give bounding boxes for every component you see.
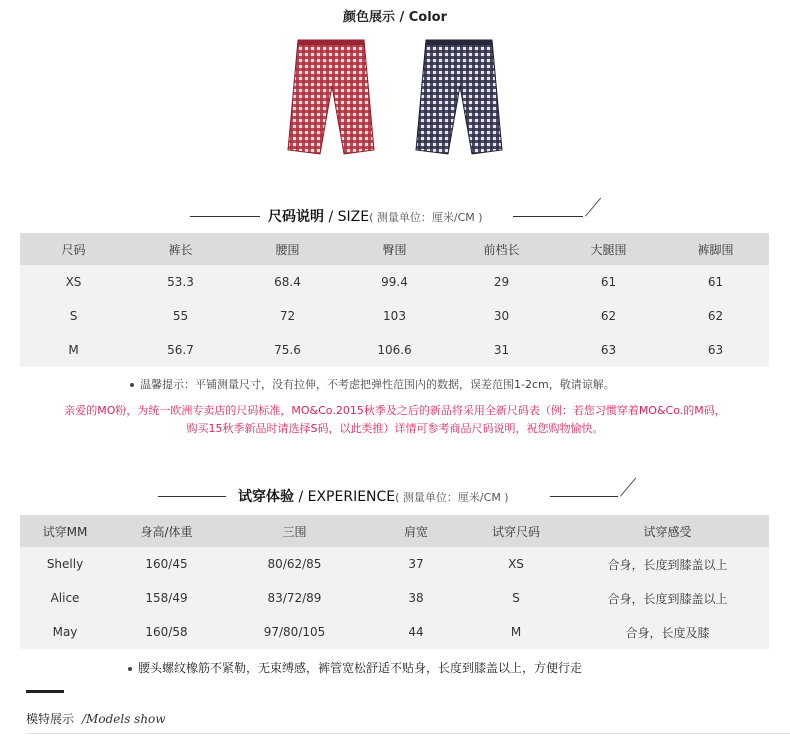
experience-title-en: / EXPERIENCE (294, 489, 396, 505)
table-row (20, 299, 769, 333)
table-cell: 63 (555, 333, 662, 367)
table-cell: 38 (366, 581, 466, 615)
divider (190, 216, 260, 217)
table-cell: 83/72/89 (223, 581, 366, 615)
navy-check-shorts-image (412, 38, 508, 162)
size-section-title (268, 206, 483, 226)
size-title-cn: 尺码说明 (268, 209, 324, 225)
red-check-shorts-image (284, 38, 380, 162)
table-cell: 61 (555, 265, 662, 299)
experience-header-cell: 试穿MM (20, 515, 110, 547)
table-cell: 56.7 (127, 333, 234, 367)
table-cell: 63 (662, 333, 769, 367)
experience-header-cell: 身高/体重 (110, 515, 223, 547)
size-section-header (0, 204, 790, 228)
table-cell: 75.6 (234, 333, 341, 367)
table-cell: 合身，长度到膝盖以上 (566, 581, 769, 615)
experience-table (20, 515, 769, 649)
divider-slash (620, 478, 636, 497)
size-notice-line1: 亲爱的MO粉，为统一欧洲专卖店的尺码标准，MO&Co.2015秋季及之后的新品将采用全新尺码表（例：若您习惯穿着MO&Co.的M码， (64, 404, 726, 417)
color-title: 颜色展示 / Color (342, 10, 448, 25)
table-cell: 合身，长度及膝 (566, 615, 769, 649)
divider (550, 496, 618, 497)
table-cell: 29 (448, 265, 555, 299)
divider-slash (585, 198, 601, 217)
table-cell: 31 (448, 333, 555, 367)
table-cell: 103 (341, 299, 448, 333)
size-header-cell: 前档长 (448, 233, 555, 265)
bullet-icon (128, 667, 132, 671)
table-cell: Alice (20, 581, 110, 615)
models-section-label (26, 710, 166, 727)
size-tip-text: 温馨提示：平铺测量尺寸，没有拉伸，不考虑把弹性范围内的数据，误差范围1-2cm，敬请谅解。 (140, 378, 615, 391)
models-label-en: /Models show (82, 712, 166, 726)
table-cell: May (20, 615, 110, 649)
divider (158, 496, 226, 497)
experience-note-text: 腰头螺纹橡筋不紧勒，无束缚感，裤管宽松舒适不贴身，长度到膝盖以上，方便行走 (138, 661, 583, 675)
divider (513, 216, 583, 217)
divider (26, 733, 790, 734)
size-table (20, 233, 769, 367)
table-cell: 44 (366, 615, 466, 649)
experience-section-title (238, 486, 509, 506)
table-cell: S (20, 299, 127, 333)
experience-header-cell: 肩宽 (366, 515, 466, 547)
table-cell: 53.3 (127, 265, 234, 299)
experience-header-cell: 试穿感受 (566, 515, 769, 547)
table-row (20, 547, 769, 581)
table-cell: 62 (662, 299, 769, 333)
table-cell: 30 (448, 299, 555, 333)
table-cell: 106.6 (341, 333, 448, 367)
experience-header-cell: 试穿尺码 (466, 515, 566, 547)
table-cell: 97/80/105 (223, 615, 366, 649)
experience-table-header (20, 515, 769, 547)
table-row (20, 265, 769, 299)
size-unit: ( 测量单位：厘米/CM ) (369, 211, 483, 224)
table-cell: 158/49 (110, 581, 223, 615)
table-cell: M (20, 333, 127, 367)
models-label-cn: 模特展示 (26, 712, 75, 726)
experience-note (128, 659, 582, 676)
size-table-header (20, 233, 769, 265)
table-cell: 160/45 (110, 547, 223, 581)
table-cell: 61 (662, 265, 769, 299)
table-row (20, 333, 769, 367)
experience-header-cell: 三围 (223, 515, 366, 547)
table-cell: 68.4 (234, 265, 341, 299)
table-cell: 80/62/85 (223, 547, 366, 581)
table-row (20, 615, 769, 649)
size-header-cell: 大腿围 (555, 233, 662, 265)
table-cell: XS (466, 547, 566, 581)
table-cell: 62 (555, 299, 662, 333)
table-cell: Shelly (20, 547, 110, 581)
bullet-icon (130, 383, 134, 387)
size-header-cell: 裤脚围 (662, 233, 769, 265)
table-cell: 55 (127, 299, 234, 333)
table-cell: 99.4 (341, 265, 448, 299)
size-title-en: / SIZE (324, 209, 370, 225)
experience-unit: ( 测量单位：厘米/CM ) (395, 491, 509, 504)
table-cell: XS (20, 265, 127, 299)
size-header-cell: 裤长 (127, 233, 234, 265)
size-header-cell: 臀围 (341, 233, 448, 265)
table-cell: 160/58 (110, 615, 223, 649)
size-tip (130, 376, 615, 392)
size-header-cell: 腰围 (234, 233, 341, 265)
experience-title-cn: 试穿体验 (238, 489, 294, 505)
table-cell: 37 (366, 547, 466, 581)
table-cell: 72 (234, 299, 341, 333)
size-notice (0, 402, 790, 438)
table-row (20, 581, 769, 615)
models-accent-bar (26, 690, 64, 693)
size-header-cell: 尺码 (20, 233, 127, 265)
table-cell: M (466, 615, 566, 649)
size-notice-line2: 购买15秋季新品时请选择S码，以此类推）详情可参考商品尺码说明，祝您购物愉快。 (186, 422, 604, 435)
table-cell: 合身，长度到膝盖以上 (566, 547, 769, 581)
experience-section-header (0, 484, 790, 508)
table-cell: S (466, 581, 566, 615)
